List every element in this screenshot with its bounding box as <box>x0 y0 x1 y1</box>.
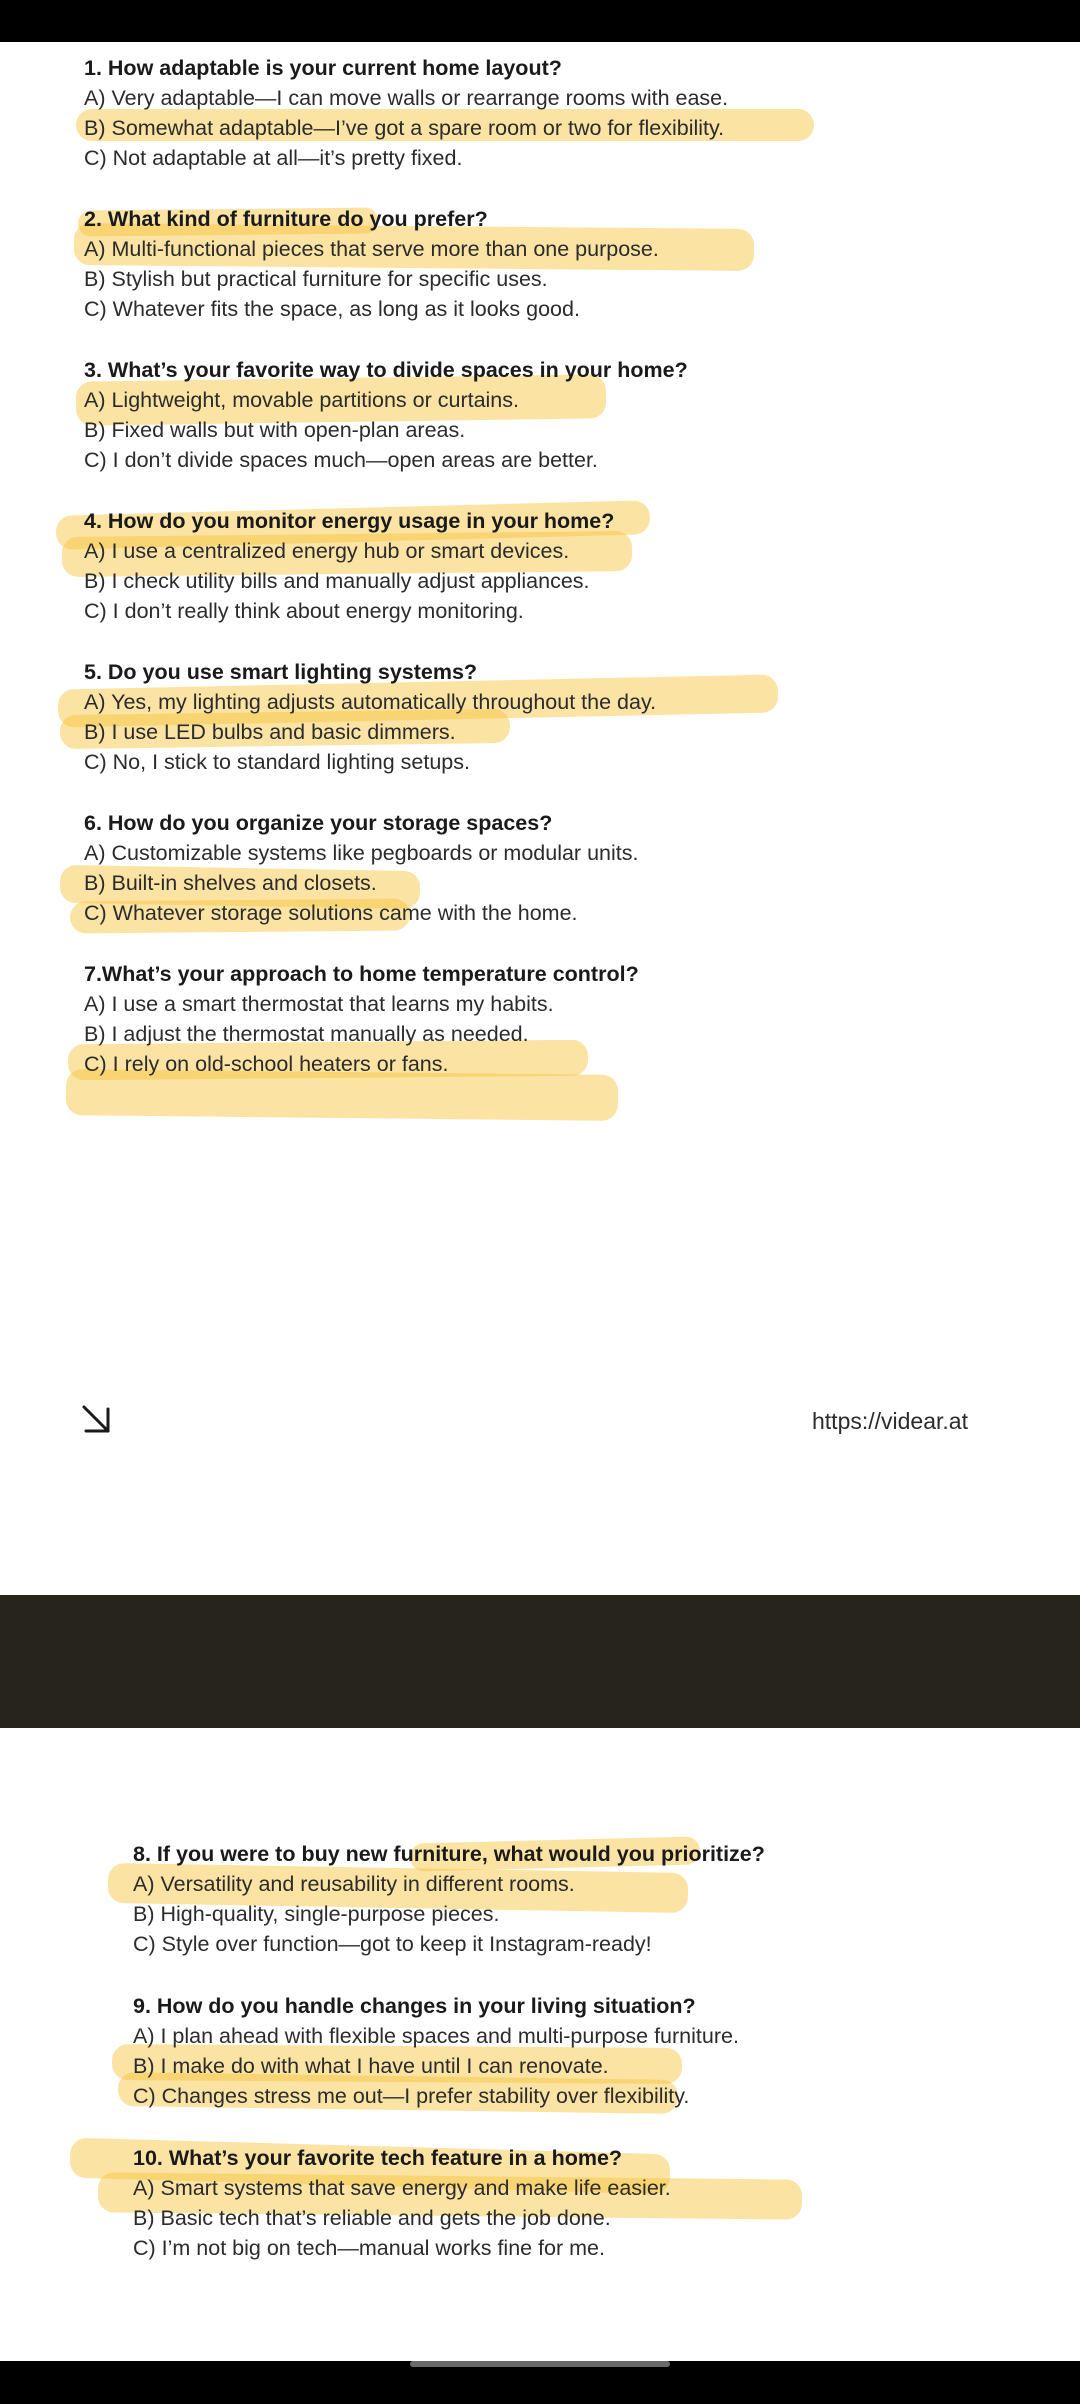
question-4-text: 4. How do you monitor energy usage in your home? <box>84 509 615 533</box>
question-3-text: 3. What’s your favorite way to divide spaces in your home? <box>84 358 688 382</box>
question-2-option-b: B) Stylish but practical furniture for specific uses. <box>84 267 548 291</box>
question-4-option-b: B) I check utility bills and manually adjust appliances. <box>84 569 590 593</box>
question-1-option-c: C) Not adaptable at all—it’s pretty fixed. <box>84 146 463 170</box>
question-3-option-a: A) Lightweight, movable partitions or curtains. <box>84 388 519 412</box>
question-4 <box>84 506 614 626</box>
question-1-option-a: A) Very adaptable—I can move walls or rearrange rooms with ease. <box>84 86 729 110</box>
question-7 <box>84 959 639 1079</box>
question-4-option-c: C) I don’t really think about energy monitoring. <box>84 599 524 623</box>
question-9-option-b: B) I make do with what I have until I can renovate. <box>133 2054 609 2078</box>
question-8 <box>133 1839 765 1959</box>
question-3-option-c: C) I don’t divide spaces much—open areas are better. <box>84 448 598 472</box>
question-10-option-c: C) I’m not big on tech—manual works fine for me. <box>133 2236 605 2260</box>
question-7-option-b: B) I adjust the thermostat manually as needed. <box>84 1022 529 1046</box>
question-10-option-a: A) Smart systems that save energy and make life easier. <box>133 2176 671 2200</box>
question-5-option-a: A) Yes, my lighting adjusts automatically throughout the day. <box>84 690 657 714</box>
question-3 <box>84 355 688 475</box>
question-8-option-c: C) Style over function—got to keep it Instagram-ready! <box>133 1932 652 1956</box>
navigation-bar <box>0 2361 1080 2404</box>
question-6-option-c: C) Whatever storage solutions came with the home. <box>84 901 578 925</box>
question-9-option-a: A) I plan ahead with flexible spaces and multi-purpose furniture. <box>133 2024 739 2048</box>
question-6-text: 6. How do you organize your storage spaces? <box>84 811 553 835</box>
question-6 <box>84 808 638 928</box>
status-bar <box>0 0 1080 42</box>
question-10 <box>133 2143 671 2263</box>
question-2-text: 2. What kind of furniture do you prefer? <box>84 207 488 231</box>
question-8-option-a: A) Versatility and reusability in different rooms. <box>133 1872 575 1896</box>
question-5 <box>84 657 656 777</box>
question-1-text: 1. How adaptable is your current home layout? <box>84 56 562 80</box>
question-2 <box>84 204 659 324</box>
page-separator <box>0 1595 1080 1728</box>
footer-url[interactable]: https://videar.at <box>812 1408 968 1434</box>
question-9-option-c: C) Changes stress me out—I prefer stability over flexibility. <box>133 2084 690 2108</box>
question-2-option-a: A) Multi-functional pieces that serve more than one purpose. <box>84 237 659 261</box>
question-5-option-b: B) I use LED bulbs and basic dimmers. <box>84 720 456 744</box>
question-10-text: 10. What’s your favorite tech feature in a home? <box>133 2146 623 2170</box>
home-indicator[interactable] <box>410 2361 670 2367</box>
question-8-text: 8. If you were to buy new furniture, what would you prioritize? <box>133 1842 765 1866</box>
question-6-option-b: B) Built-in shelves and closets. <box>84 871 377 895</box>
document-page-2 <box>0 1728 1080 2361</box>
question-7-text: 7.What’s your approach to home temperature control? <box>84 962 639 986</box>
question-5-option-c: C) No, I stick to standard lighting setups. <box>84 750 470 774</box>
question-3-option-b: B) Fixed walls but with open-plan areas. <box>84 418 466 442</box>
diagonal-arrow-down-right-icon <box>80 1403 114 1437</box>
question-9 <box>133 1991 739 2111</box>
question-4-option-a: A) I use a centralized energy hub or smart devices. <box>84 539 570 563</box>
question-9-text: 9. How do you handle changes in your living situation? <box>133 1994 696 2018</box>
question-7-option-a: A) I use a smart thermostat that learns my habits. <box>84 992 554 1016</box>
question-2-option-c: C) Whatever fits the space, as long as it looks good. <box>84 297 580 321</box>
question-1 <box>84 53 728 173</box>
question-8-option-b: B) High-quality, single-purpose pieces. <box>133 1902 500 1926</box>
question-1-option-b: B) Somewhat adaptable—I’ve got a spare room or two for flexibility. <box>84 116 725 140</box>
question-7-option-c: C) I rely on old-school heaters or fans. <box>84 1052 449 1076</box>
document-page-1 <box>0 42 1080 1595</box>
question-5-text: 5. Do you use smart lighting systems? <box>84 660 478 684</box>
question-10-option-b: B) Basic tech that’s reliable and gets the job done. <box>133 2206 611 2230</box>
question-6-option-a: A) Customizable systems like pegboards or modular units. <box>84 841 639 865</box>
